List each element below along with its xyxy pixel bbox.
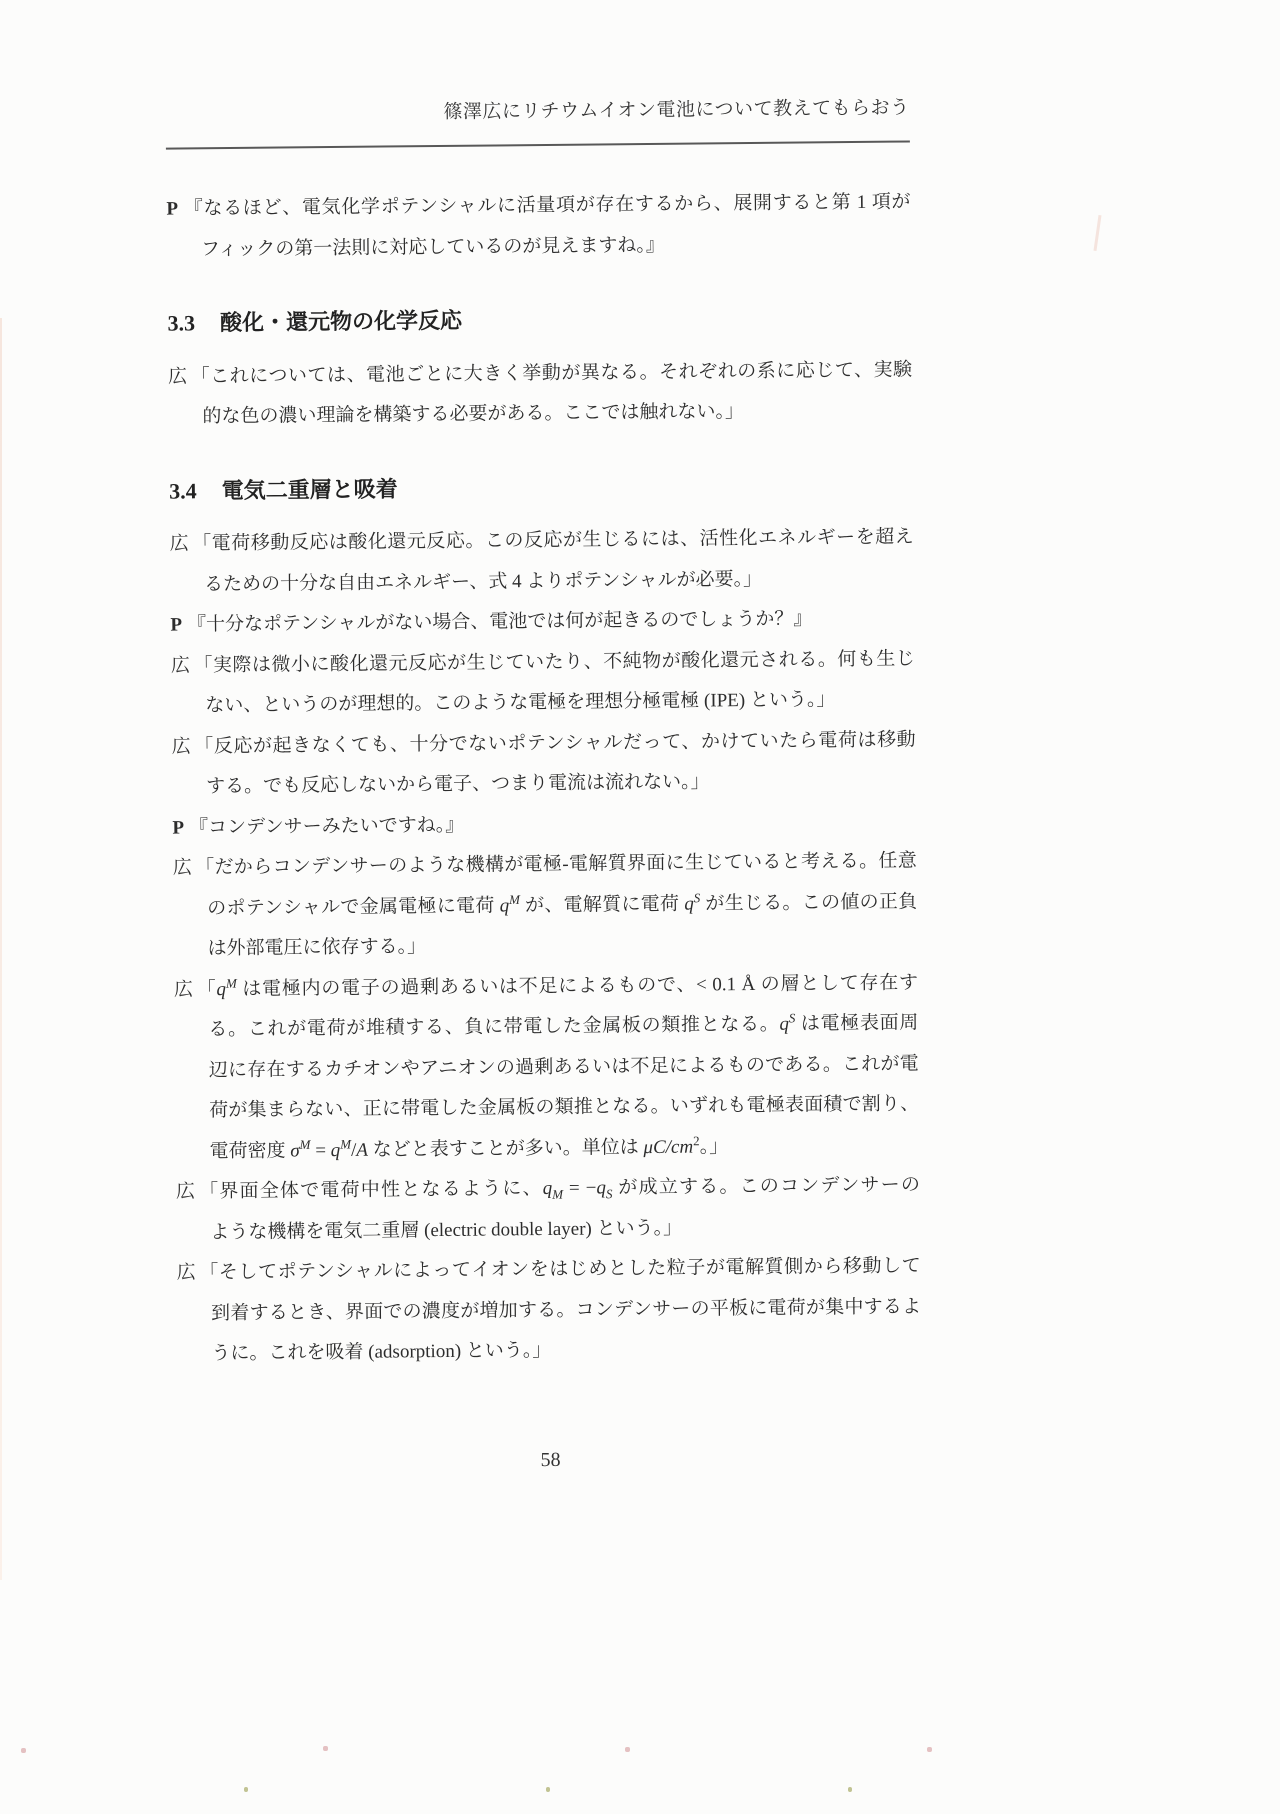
text-segment: 的な色の濃い理論を構築する必要がある。ここでは触れない。」 [202,401,745,428]
math-superscript: S [693,889,701,905]
math-segment: q [596,1177,607,1199]
scan-edge-line [0,318,2,1580]
text-segment: 「だからコンデンサーのような機構が電極-電解質界面に生じていると考える。任意 [195,850,917,879]
math-superscript: M [225,975,237,991]
text-segment: する。でも反応しないから電子、つまり電流は流れない。」 [205,771,710,798]
scan-speck [625,1747,630,1752]
text-segment: = [310,1139,331,1161]
speaker-label: 広 [171,735,192,758]
scan-speck [546,1787,550,1792]
section-heading [167,296,911,344]
text-line [168,350,912,398]
section-heading [169,464,913,512]
text-line [174,963,918,1011]
section-title: 酸化・還元物の化学反応 [219,307,463,336]
section-title: 電気二重層と吸着 [221,475,398,503]
scan-speck [323,1746,328,1751]
text-segment: 『なるほど、電気化学ポテンシャルに活量項が存在するから、展開すると第 1 項が [183,191,911,220]
text-segment: 「 [196,978,217,1000]
text-segment: 辺に存在するカチオンやアニオンの過剰あるいは不足によるものである。これが電 [208,1052,919,1081]
speaker-label: P [166,198,179,220]
text-segment: 「実際は微小に酸化還元反応が生じていたり、不純物が酸化還元される。何も生じ [193,647,915,676]
text-line [171,639,915,687]
text-segment: 荷が集まらない、正に帯電した金属板の類推となる。いずれも電極表面積で割り、 [209,1093,920,1122]
speaker-label: 広 [173,978,194,1001]
scan-speck [21,1748,26,1753]
dialogue-paragraph [170,598,914,646]
text-line [177,1246,921,1294]
text-line [170,598,914,646]
speaker-label: 広 [170,654,191,677]
math-segment: q [499,894,510,916]
dialogue-paragraph [173,841,918,970]
text-segment: 。」 [699,1135,729,1158]
text-line [177,1327,921,1375]
math-superscript: 2 [693,1132,700,1148]
math-segment: q [684,893,694,915]
text-segment: のポテンシャルで金属電極に電荷 [207,894,500,919]
text-segment: 「反応が起きなくても、十分でないポテンシャルだって、かけていたら電荷は移動 [194,728,916,757]
math-segment: σ [290,1139,300,1161]
text-segment: ような機構を電気二重層 (electric double layer) という。」 [210,1217,683,1243]
text-segment: / [350,1139,357,1161]
text-column [165,0,923,1477]
text-line [177,1287,921,1335]
speaker-label: 広 [175,1181,197,1203]
page-number: 58 [540,1448,561,1471]
math-segment: q [779,1013,790,1035]
dialogue-paragraph [168,350,913,438]
math-segment: q [216,978,227,1000]
header-rule [166,140,910,149]
text-line [176,1206,920,1254]
math-superscript: M [299,1136,311,1152]
text-line [172,760,916,808]
text-segment: る。これが電荷が堆積する、負に帯電した金属板の類推となる。 [208,1013,780,1041]
math-subscript: M [552,1186,564,1202]
text-line [168,390,912,438]
math-segment: A [356,1139,369,1161]
text-segment: ない、というのが理想的。このような電極を理想分極電極 (IPE) という。」 [205,689,836,717]
speaker-label: P [172,816,185,839]
text-line [175,1125,919,1173]
text-segment: るための十分な自由エネルギー、式 4 よりポテンシャルが必要。」 [204,568,763,595]
speaker-label: 広 [168,365,188,388]
dialogue-paragraph [166,182,911,270]
content-blocks [166,182,921,1375]
math-superscript: S [788,1010,796,1026]
running-header: 篠澤広にリチウムイオン電池について教えてもらおう [443,97,910,123]
speaker-label: P [170,614,183,636]
scan-speck [927,1747,932,1752]
dialogue-paragraph [174,963,920,1173]
text-segment: 電荷密度 [209,1139,291,1162]
math-subscript: S [605,1186,613,1202]
text-segment: 『十分なポテンシャルがない場合、電池では何が起きるのでしょうか？』 [187,608,813,636]
text-segment: 到着するとき、界面での濃度が増加する。コンデンサーの平板に電荷が集中するよ [211,1295,922,1324]
section-number: 3.4 [169,477,197,504]
text-line [167,223,911,271]
text-line [176,1165,920,1213]
dialogue-paragraph [170,517,915,605]
text-segment: が成立する。このコンデンサーの [612,1174,921,1199]
dialogue-paragraph [176,1165,921,1253]
text-line [175,1044,919,1092]
speaker-label: 広 [176,1262,197,1284]
text-segment: は電極内の電子の過剰あるいは不足によるもので、< 0.1 Å の層として存在す [236,971,919,1000]
text-line [173,841,917,889]
speaker-label: 広 [172,857,193,879]
text-segment: 「これについては、電池ごとに大きく挙動が異なる。それぞれの系に応じて、実験 [190,358,913,387]
text-segment: が、電解質に電荷 [519,893,685,916]
dialogue-paragraph [171,720,916,808]
dialogue-paragraph [171,639,916,727]
dialogue-paragraph [172,801,916,849]
text-segment: などと表すことが多い。単位は [367,1136,644,1161]
text-segment: が生じる。この値の正負 [700,890,918,915]
text-line [171,679,915,727]
math-segment: q [542,1177,553,1200]
text-line [173,882,917,930]
math-segment: q [330,1139,341,1161]
text-line [170,558,914,606]
text-segment: 「電荷移動反応は酸化還元反応。この反応が生じるには、活性化エネルギーを超え [192,526,914,555]
section-number: 3.3 [167,310,196,336]
text-line [171,720,915,768]
text-line [170,517,914,565]
text-segment: は電極表面周 [795,1012,919,1035]
dialogue-paragraph [177,1246,922,1375]
text-segment: 『コンデンサーみたいですね。』 [188,814,465,838]
math-superscript: M [340,1136,352,1152]
text-segment: 「そしてポテンシャルによってイオンをはじめとした粒子が電解質側から移動して [199,1255,921,1284]
text-segment: = − [562,1177,597,1199]
math-segment: μC/cm [643,1136,694,1158]
text-segment: フィックの第一法則に対応しているのが見えますね。』 [200,234,665,260]
text-segment: うに。これを吸着 (adsorption) という。」 [211,1339,552,1365]
math-superscript: M [509,891,521,907]
scan-speck [244,1787,248,1792]
text-line [174,1003,918,1051]
text-line [175,1084,919,1132]
text-segment: 「界面全体で電荷中性となるように、 [199,1178,543,1203]
scan-speck [848,1787,852,1792]
text-line [172,801,916,849]
speaker-label: 広 [169,533,190,555]
text-line [166,182,910,230]
text-segment: は外部電圧に依存する。」 [207,936,427,960]
text-line [173,922,917,970]
